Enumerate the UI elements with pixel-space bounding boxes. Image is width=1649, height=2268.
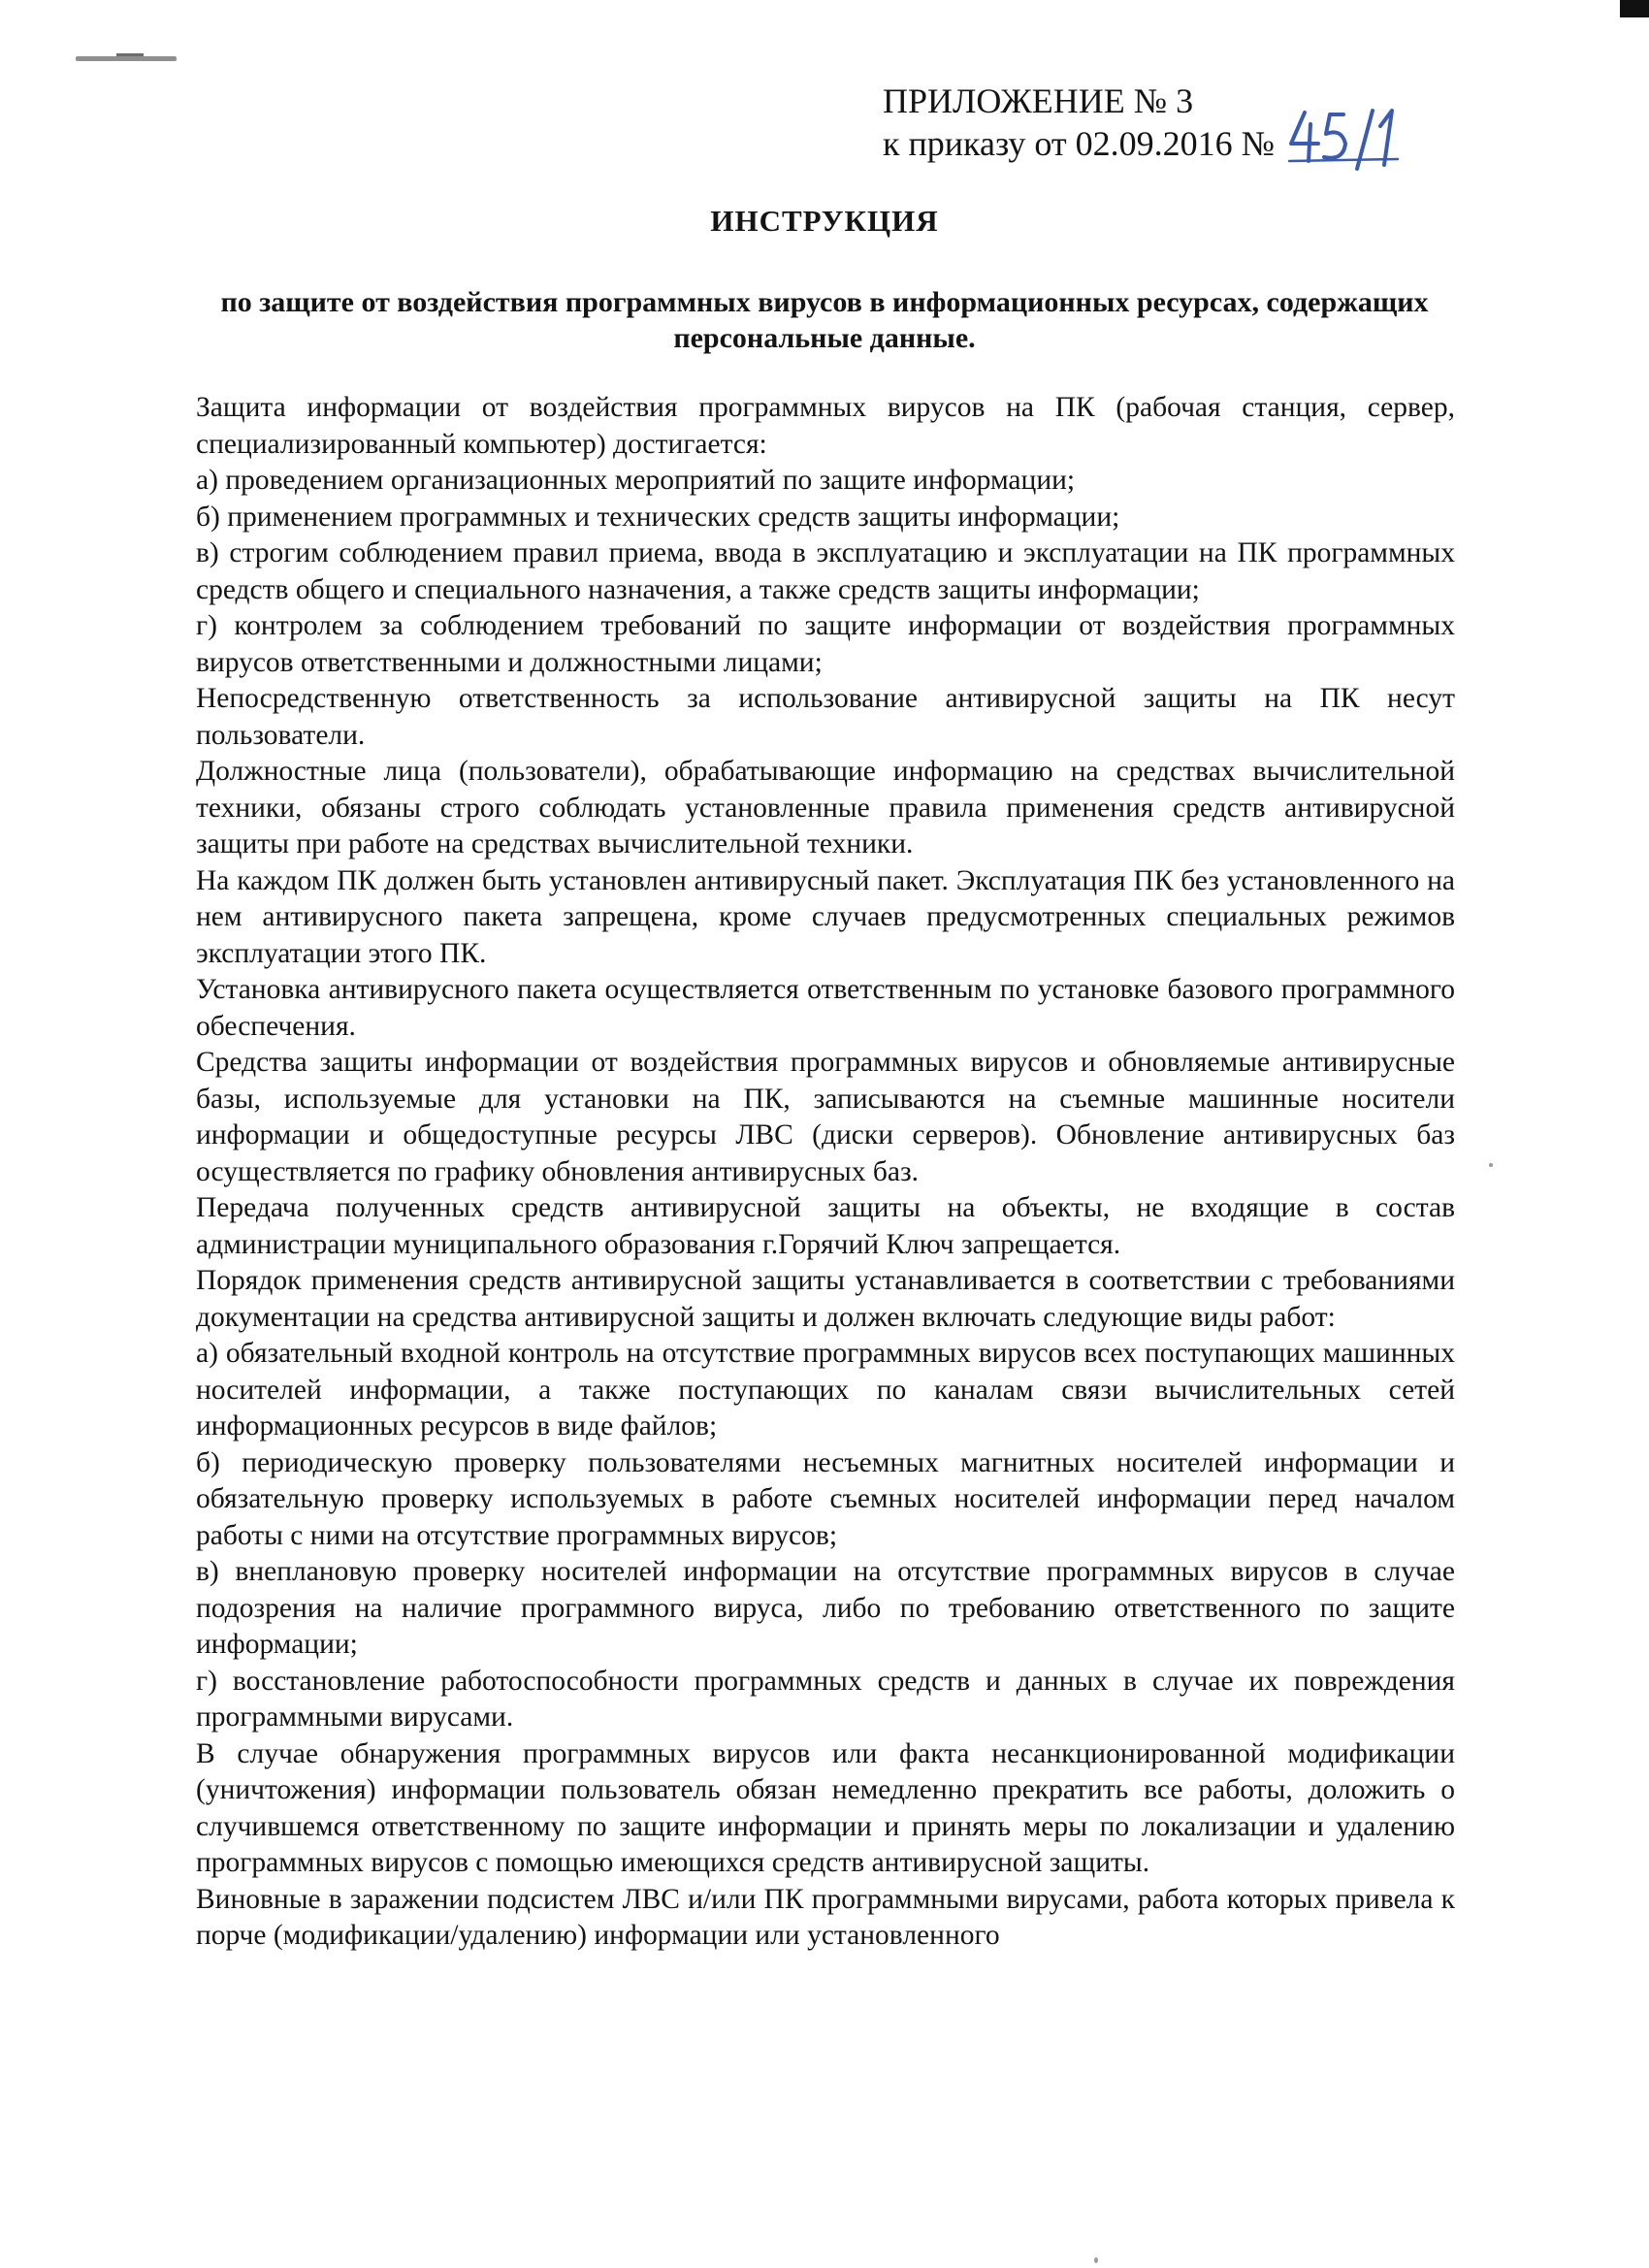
list-item: г) восстановление работоспособности программных средств и данных в случае их повреждения программными вирусами.	[196, 1665, 1455, 1733]
handwritten-order-number	[1283, 126, 1400, 169]
scan-speck	[1094, 2257, 1098, 2263]
paragraph: Виновные в заражении подсистем ЛВС и/или ПК программными вирусами, работа которых привела к порче (модификации/удалению) информации или установленного	[196, 1883, 1455, 1951]
list-item: а) проведением организационных мероприятий по защите информации;	[196, 465, 1076, 496]
scan-artifact	[1620, 0, 1649, 17]
list-item: а) обязательный входной контроль на отсутствие программных вирусов всех поступающих машинных носителей информации, а также поступающих по каналам связи вычислительных сетей информационных ресурсов в виде файлов;	[196, 1338, 1455, 1442]
handwritten-order-number-drawing	[1283, 105, 1409, 173]
document-title: ИНСТРУКЦИЯ	[710, 204, 939, 238]
list-item: б) применением программных и технических средств защиты информации;	[196, 501, 1120, 533]
scan-artifact	[116, 53, 144, 56]
scan-artifact	[76, 56, 177, 61]
list-item: в) внеплановую проверку носителей информации на отсутствие программных вирусов в случае подозрения на наличие программного вируса, либо по требованию ответственного по защите информации;	[196, 1556, 1455, 1660]
appendix-title: ПРИЛОЖЕНИЕ № 3	[883, 81, 1194, 120]
order-reference-text: к приказу от 02.09.2016 №	[883, 124, 1276, 163]
order-reference	[883, 122, 1562, 169]
appendix-header	[883, 80, 1562, 169]
paragraph: Порядок применения средств антивирусной защиты устанавливается в соответствии с требованиями документации на средства антивирусной защиты и должен включать следующие виды работ:	[196, 1265, 1455, 1333]
list-item: в) строгим соблюдением правил приема, ввода в эксплуатацию и эксплуатации на ПК программных средств общего и специального назначения, а также средств защиты информации;	[196, 537, 1455, 605]
document-body	[196, 390, 1455, 1955]
document-subtitle: по защите от воздействия программных вирусов в информационных ресурсах, содержащих персональные данные.	[220, 286, 1429, 354]
scan-speck	[1489, 1163, 1493, 1167]
paragraph: Установка антивирусного пакета осуществляется ответственным по установке базового программного обеспечения.	[196, 974, 1455, 1042]
paragraph: В случае обнаружения программных вирусов или факта несанкционированной модификации (уничтожения) информации пользователь обязан немедленно прекратить все работы, доложить о случившемся ответственному по защите информации и принять меры по локализации и удалению программных вирусов с помощью имеющихся средств антивирусной защиты.	[196, 1737, 1455, 1878]
list-item: г) контролем за соблюдением требований по защите информации от воздействия программных вирусов ответственными и должностными лицами;	[196, 610, 1455, 678]
paragraph: Передача полученных средств антивирусной защиты на объекты, не входящие в состав администрации муниципального образования г.Горячий Ключ запрещается.	[196, 1192, 1455, 1260]
list-item: б) периодическую проверку пользователями несъемных магнитных носителей информации и обязательную проверку используемых в работе съемных носителей информации перед началом работы с ними на отсутствие программных вирусов;	[196, 1446, 1455, 1551]
paragraph: Непосредственную ответственность за использование антивирусной защиты на ПК несут пользователи.	[196, 683, 1455, 751]
paragraph: Средства защиты информации от воздействия программных вирусов и обновляемые антивирусные базы, используемые для установки на ПК, записываются на съемные машинные носители информации и общедоступные ресурсы ЛВС (диски серверов). Обновление антивирусных баз осуществляется по графику обновления антивирусных баз.	[196, 1047, 1455, 1187]
paragraph: На каждом ПК должен быть установлен антивирусный пакет. Эксплуатация ПК без установленного на нем антивирусного пакета запрещена, кроме случаев предусмотренных специальных режимов эксплуатации этого ПК.	[196, 864, 1455, 969]
paragraph: Должностные лица (пользователи), обрабатывающие информацию на средствах вычислительной техники, обязаны строго соблюдать установленные правила применения средств антивирусной защиты при работе на средствах вычислительной техники.	[196, 756, 1455, 859]
paragraph: Защита информации от воздействия программных вирусов на ПК (рабочая станция, сервер, специализированный компьютер) достигается:	[196, 392, 1455, 460]
